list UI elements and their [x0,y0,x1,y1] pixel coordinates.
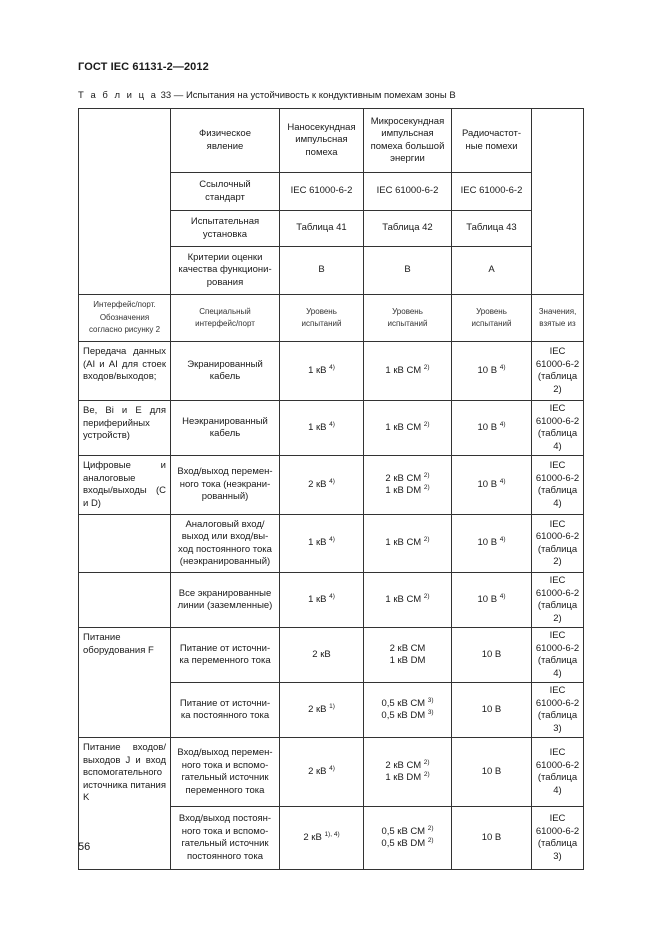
interface-header: Интерфейс/порт. Обозначения согласно рисунку 2 [79,295,171,342]
rf-level: 10 В [452,628,532,683]
ns-level: 2 кВ $^{4)}$ [280,456,364,515]
level-header: Уровень испытаний [364,295,452,342]
interface-group: Цифровые и аналоговые входы/выходы (C и D) [79,456,171,515]
source-cell: IEC 61000-6-2 (таблица 3) [532,683,584,738]
port-cell: Питание от источни- ка постоянного тока [171,683,280,738]
standard-label: Ссылочный стандарт [171,173,280,211]
table-row [79,573,584,628]
interface-group: Передача данных (AI и AI для стоек входов/выходов; [79,342,171,401]
level-header: Уровень испытаний [280,295,364,342]
ns-level: 1 кВ $^{4)}$ [280,401,364,456]
ns-level: 2 кВ [280,628,364,683]
us-level: 1 кВ СМ $^{2)}$ [364,342,452,401]
table-row [79,401,584,456]
standard-value: IEC 61000-6-2 [452,173,532,211]
ns-level: 1 кВ $^{4)}$ [280,342,364,401]
port-cell: Неэкранированный кабель [171,401,280,456]
setup-value: Таблица 43 [452,211,532,247]
header-row-phenomenon [79,109,584,173]
us-level: 0,5 кВ СМ $^{2)}$ 0,5 кВ DM $^{2)}$ [364,807,452,870]
source-cell: IEC 61000-6-2 (таблица 4) [532,456,584,515]
phenomenon-nanosecond: Наносекундная импульсная помеха [280,109,364,173]
document-header: ГОСТ IEC 61131-2—2012 [78,61,209,73]
immunity-test-table [78,108,584,870]
us-level: 0,5 кВ СМ $^{3)}$ 0,5 кВ DM $^{3)}$ [364,683,452,738]
standard-value: IEC 61000-6-2 [364,173,452,211]
subheader-row [79,295,584,342]
caption-text: 33 — Испытания на устойчивость к кондуктивным помехам зоны В [160,90,456,101]
ns-level: 1 кВ $^{4)}$ [280,515,364,573]
source-cell: IEC 61000-6-2 (таблица 2) [532,573,584,628]
ns-level: 2 кВ $^{4)}$ [280,738,364,807]
interface-group: Be, Bi и E для периферийных устройств) [79,401,171,456]
level-header: Уровень испытаний [452,295,532,342]
table-row [79,456,584,515]
table-row [79,515,584,573]
table-caption [78,90,456,101]
empty-corner-cell [79,109,171,295]
us-level: 1 кВ СМ $^{2)}$ [364,573,452,628]
interface-group: Питание оборудования F [79,628,171,738]
setup-label: Испытательная установка [171,211,280,247]
special-interface-header: Специальный интерфейс/порт [171,295,280,342]
criteria-value: B [364,247,452,295]
phenomenon-microsecond: Микросекундная импульсная помеха большой энергии [364,109,452,173]
ns-level: 2 кВ $^{1)}$ [280,683,364,738]
rf-level: 10 В [452,807,532,870]
source-cell: IEC 61000-6-2 (таблица 4) [532,401,584,456]
us-level: 2 кВ СМ $^{2)}$ 1 кВ DM $^{2)}$ [364,738,452,807]
empty-right-cell [532,109,584,295]
criteria-value: A [452,247,532,295]
interface-group: Питание входов/выходов J и вход вспомогательного источника питания K [79,738,171,870]
source-cell: IEC 61000-6-2 (таблица 4) [532,628,584,683]
values-from-header: Значения, взятые из [532,295,584,342]
us-level: 2 кВ СМ $^{2)}$ 1 кВ DM $^{2)}$ [364,456,452,515]
us-level: 2 кВ СМ 1 кВ DM [364,628,452,683]
rf-level: 10 В [452,738,532,807]
rf-level: 10 В $^{4)}$ [452,515,532,573]
ns-level: 1 кВ $^{4)}$ [280,573,364,628]
page-number: 56 [78,841,91,853]
table-row [79,342,584,401]
port-cell: Питание от источни- ка переменного тока [171,628,280,683]
source-cell: IEC 61000-6-2 (таблица 2) [532,342,584,401]
port-cell: Экранированный кабель [171,342,280,401]
phenomenon-label: Физическое явление [171,109,280,173]
rf-level: 10 В $^{4)}$ [452,573,532,628]
rf-level: 10 В $^{4)}$ [452,456,532,515]
source-cell: IEC 61000-6-2 (таблица 3) [532,807,584,870]
setup-value: Таблица 42 [364,211,452,247]
rf-level: 10 В $^{4)}$ [452,342,532,401]
us-level: 1 кВ СМ $^{2)}$ [364,515,452,573]
us-level: 1 кВ СМ $^{2)}$ [364,401,452,456]
rf-level: 10 В $^{4)}$ [452,401,532,456]
phenomenon-radio: Радиочастот- ные помехи [452,109,532,173]
table-row [79,628,584,683]
port-cell: Вход/выход перемен- ного тока (неэкрани- рованный) [171,456,280,515]
criteria-label: Критерии оценки качества функциони- рования [171,247,280,295]
setup-value: Таблица 41 [280,211,364,247]
table-row [79,738,584,807]
caption-label: Т а б л и ц а [78,90,158,101]
port-cell: Аналоговый вход/ выход или вход/вы- ход постоянного тока (неэкранированный) [171,515,280,573]
port-cell: Все экранированные линии (заземленные) [171,573,280,628]
rf-level: 10 В [452,683,532,738]
source-cell: IEC 61000-6-2 (таблица 2) [532,515,584,573]
interface-group [79,515,171,573]
source-cell: IEC 61000-6-2 (таблица 4) [532,738,584,807]
port-cell: Вход/выход постоян- ного тока и вспомо- гательный источник постоянного тока [171,807,280,870]
port-cell: Вход/выход перемен- ного тока и вспомо- гательный источник переменного тока [171,738,280,807]
ns-level: 2 кВ $^{1), 4)}$ [280,807,364,870]
standard-value: IEC 61000-6-2 [280,173,364,211]
interface-group [79,573,171,628]
criteria-value: B [280,247,364,295]
